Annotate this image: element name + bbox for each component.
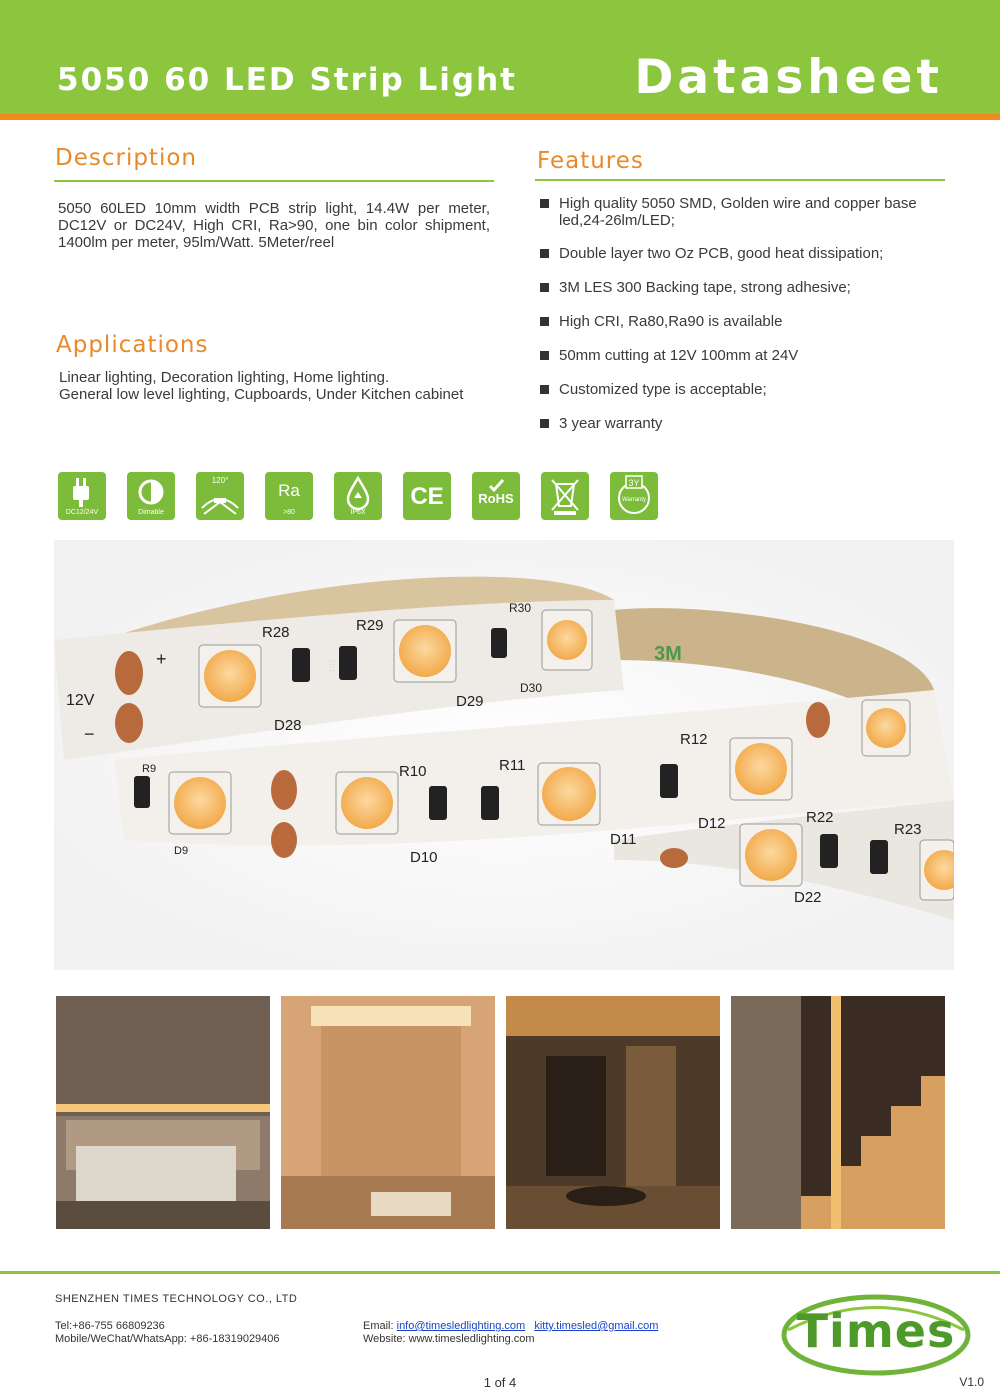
email-link-info[interactable]: info@timesledlighting.com	[396, 1320, 526, 1332]
strip-label: R29	[356, 617, 384, 634]
version-label: V1.0	[959, 1375, 984, 1387]
email-label: Email:	[363, 1320, 394, 1332]
feature-text: 3M LES 300 Backing tape, strong adhesive;	[559, 279, 851, 296]
applications-line-2: General low level lighting, Cupboards, Under Kitchen cabinet	[59, 386, 464, 403]
description-heading: Description	[55, 145, 197, 171]
features-list	[538, 195, 948, 449]
logo-wordmark: Times	[796, 1304, 956, 1358]
feature-item	[538, 279, 948, 296]
corridor-application-photo	[506, 996, 720, 1229]
strip-label: D9	[174, 845, 189, 857]
description-rule	[54, 180, 494, 182]
strip-label: 151	[327, 659, 336, 673]
warranty-caption: Warranty	[621, 497, 647, 503]
feature-item	[538, 381, 948, 398]
beam-angle-icon	[196, 472, 244, 520]
feature-text: High quality 5050 SMD, Golden wire and copper base led,24-26lm/LED;	[559, 195, 917, 229]
company-name: SHENZHEN TIMES TECHNOLOGY CO., LTD	[55, 1293, 298, 1305]
cri-label: Ra	[278, 481, 300, 500]
bullet-square	[540, 385, 549, 394]
applications-heading: Applications	[56, 332, 209, 358]
ip-caption: IP6X	[350, 509, 366, 516]
strip-label: +	[156, 649, 167, 669]
dimmable-icon	[127, 472, 175, 520]
page-number: 1 of 4	[483, 1375, 517, 1387]
strip-label: R11	[499, 757, 526, 774]
strip-label: D28	[274, 717, 302, 734]
bullet-square	[540, 351, 549, 360]
warranty-icon	[610, 472, 658, 520]
feature-text: 50mm cutting at 12V 100mm at 24V	[559, 347, 799, 364]
strip-label: D29	[456, 693, 484, 710]
strip-label: D12	[698, 815, 726, 832]
document-type-title: Datasheet	[634, 50, 943, 105]
email-line	[363, 1320, 658, 1333]
strip-label: R12	[680, 731, 708, 748]
website-line[interactable]: Website: www.timesledlighting.com	[363, 1333, 535, 1345]
strip-label: D22	[794, 889, 822, 906]
feature-text: 3 year warranty	[559, 415, 663, 432]
times-logo	[778, 1290, 974, 1380]
staircase-application-photo	[731, 996, 945, 1229]
feature-text: Customized type is acceptable;	[559, 381, 767, 398]
feature-item	[538, 195, 948, 229]
feature-item	[538, 245, 948, 262]
bullet-square	[540, 419, 549, 428]
feature-text: Double layer two Oz PCB, good heat dissipation;	[559, 245, 884, 262]
power-caption: DC12/24V	[65, 509, 99, 516]
strip-label: 12V	[66, 692, 95, 709]
strip-label: R23	[894, 821, 922, 838]
strip-label: 3M	[654, 643, 682, 665]
ip-rating-icon	[334, 472, 382, 520]
strip-label: R30	[509, 601, 532, 615]
cri-value: >80	[283, 509, 295, 516]
ce-text: CE	[410, 483, 444, 510]
warranty-years: 3Y	[628, 478, 640, 488]
bullet-square	[540, 199, 549, 208]
strip-label: R28	[262, 624, 290, 641]
bullet-square	[540, 283, 549, 292]
beam-angle-caption: 120°	[211, 476, 229, 485]
led-strip-photo	[54, 540, 954, 970]
feature-item	[538, 347, 948, 364]
cri-icon	[265, 472, 313, 520]
bullet-square	[540, 317, 549, 326]
ce-mark-icon	[403, 472, 451, 520]
bedroom-application-photo	[56, 996, 270, 1229]
weee-bin-icon	[541, 472, 589, 520]
feature-item	[538, 313, 948, 330]
dimmable-caption: Dimable	[138, 509, 164, 516]
mobile-number: Mobile/WeChat/WhatsApp: +86-18319029406	[55, 1333, 280, 1345]
header-accent-stripe	[0, 114, 1000, 120]
bullet-square	[540, 249, 549, 258]
wall-washer-application-photo	[281, 996, 495, 1229]
description-text: 5050 60LED 10mm width PCB strip light, 14.4W per meter, DC12V or DC24V, High CRI, Ra>90, one bin color shipment, 1400lm per meter, 95lm/Watt. 5Meter/reel	[58, 200, 490, 251]
strip-label: R10	[399, 763, 427, 780]
strip-label: R22	[806, 809, 834, 826]
strip-label: −	[84, 724, 95, 744]
rohs-icon	[472, 472, 520, 520]
features-heading: Features	[537, 148, 644, 174]
rohs-text: RoHS	[478, 491, 514, 506]
footer-rule	[0, 1271, 1000, 1274]
feature-item	[538, 415, 948, 432]
strip-label: R9	[142, 763, 157, 775]
strip-label: D10	[410, 849, 438, 866]
phone-number: Tel:+86-755 66809236	[55, 1320, 165, 1332]
strip-label: D30	[520, 681, 543, 695]
feature-text: High CRI, Ra80,Ra90 is available	[559, 313, 783, 330]
power-plug-icon	[58, 472, 106, 520]
strip-label: D11	[610, 831, 637, 848]
applications-line-1: Linear lighting, Decoration lighting, Home lighting.	[59, 369, 390, 386]
features-rule	[535, 179, 945, 181]
email-link-kitty[interactable]: kitty.timesled@gmail.com	[534, 1320, 659, 1332]
product-title: 5050 60 LED Strip Light	[57, 62, 517, 98]
